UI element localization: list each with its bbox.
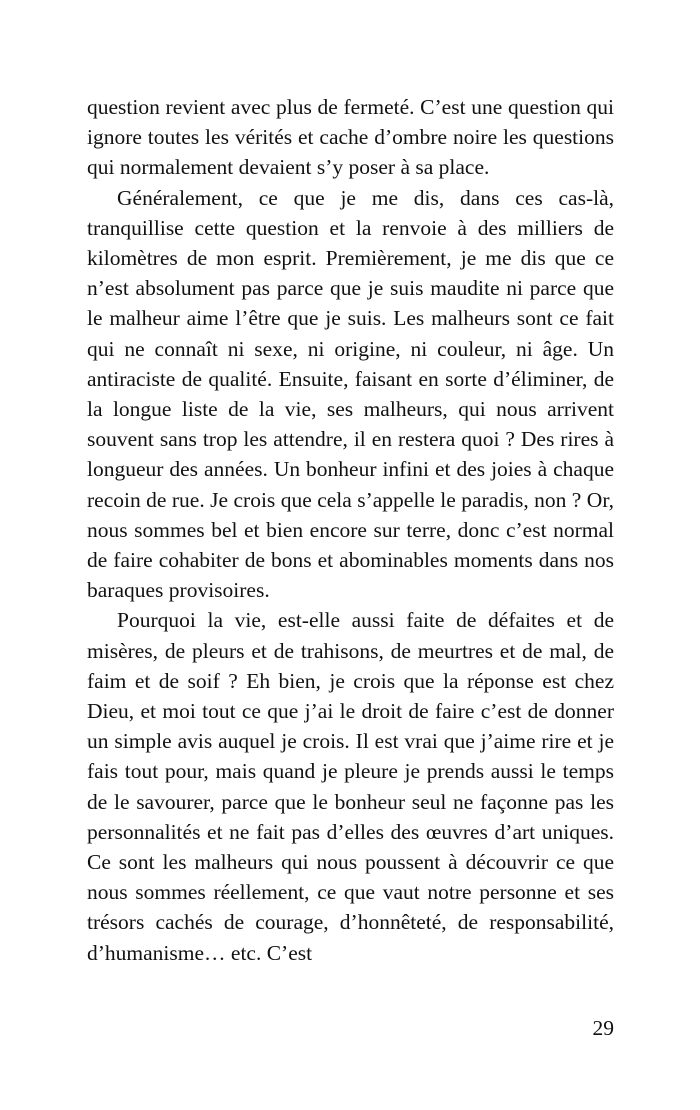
paragraph: Généralement, ce que je me dis, dans ces cas-là, tranquillise cette question et la renvoie à des milliers de kilomètres de mon esprit. Premièrement, je me dis que ce n’est absolument pas parce que je suis maudite ni parce que le malheur aime l’être que je suis. Les malheurs sont ce fait qui ne connaît ni sexe, ni origine, ni couleur, ni âge. Un antiraciste de qualité. Ensuite, faisant en sorte d’éliminer, de la longue liste de la vie, ses malheurs, qui nous arrivent souvent sans trop les attendre, il en restera quoi ? Des rires à longueur des années. Un bonheur infini et des joies à chaque recoin de rue. Je crois que cela s’appelle le paradis, non ? Or, nous sommes bel et bien encore sur terre, donc c’est normal de faire cohabiter de bons et abominables moments dans nos baraques provisoires. — [87, 185, 614, 603]
body-text — [87, 92, 614, 968]
page-number: 29 — [592, 1016, 614, 1040]
paragraph-continued: question revient avec plus de fermeté. C’est une question qui ignore toutes les vérités et cache d’ombre noire les questions qui normalement devaient s’y poser à sa place. — [87, 95, 614, 180]
paragraph: Pourquoi la vie, est-elle aussi faite de défaites et de misères, de pleurs et de trahisons, de meurtres et de mal, de faim et de soif ? Eh bien, je crois que la réponse est chez Dieu, et moi tout ce que j’ai le droit de faire c’est de donner un simple avis auquel je crois. Il est vrai que j’aime rire et je fais tout pour, mais quand je pleure je prends aussi le temps de le savourer, parce que le bonheur seul ne façonne pas les personnalités et ne fait pas d’elles des œuvres d’art uniques. Ce sont les malheurs qui nous poussent à découvrir ce que nous sommes réellement, ce que vaut notre personne et ses trésors cachés de courage, d’honnêteté, de responsabilité, d’humanisme… etc. C’est — [87, 608, 614, 965]
